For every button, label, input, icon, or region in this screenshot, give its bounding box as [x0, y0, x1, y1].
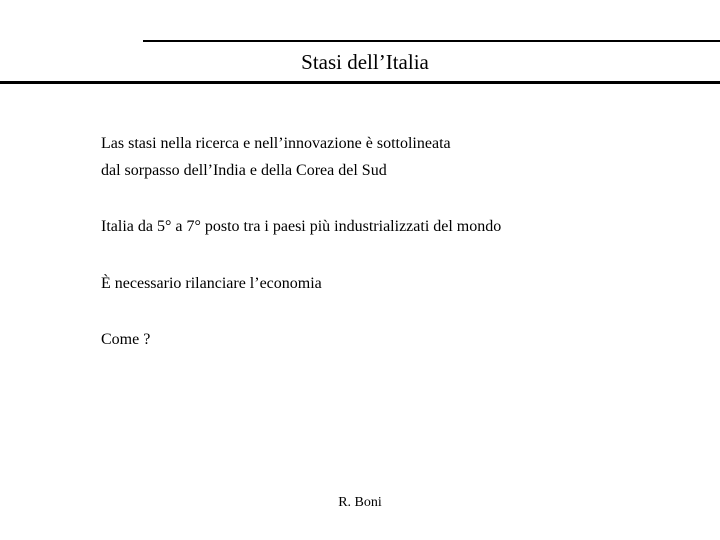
title-bottom-rule	[0, 81, 720, 84]
body-line-1: Las stasi nella ricerca e nell’innovazione è sottolineata	[101, 135, 451, 152]
title-top-rule	[143, 40, 720, 42]
slide-title: Stasi dell’Italia	[301, 50, 429, 74]
body-line-2: dal sorpasso dell’India e della Corea del Sud	[101, 162, 387, 179]
body-line-3: Italia da 5° a 7° posto tra i paesi più industrializzati del mondo	[101, 218, 502, 235]
body-line-4: È necessario rilanciare l’economia	[101, 275, 322, 292]
body-line-5: Come ?	[101, 331, 151, 348]
footer-author: R. Boni	[338, 495, 382, 510]
